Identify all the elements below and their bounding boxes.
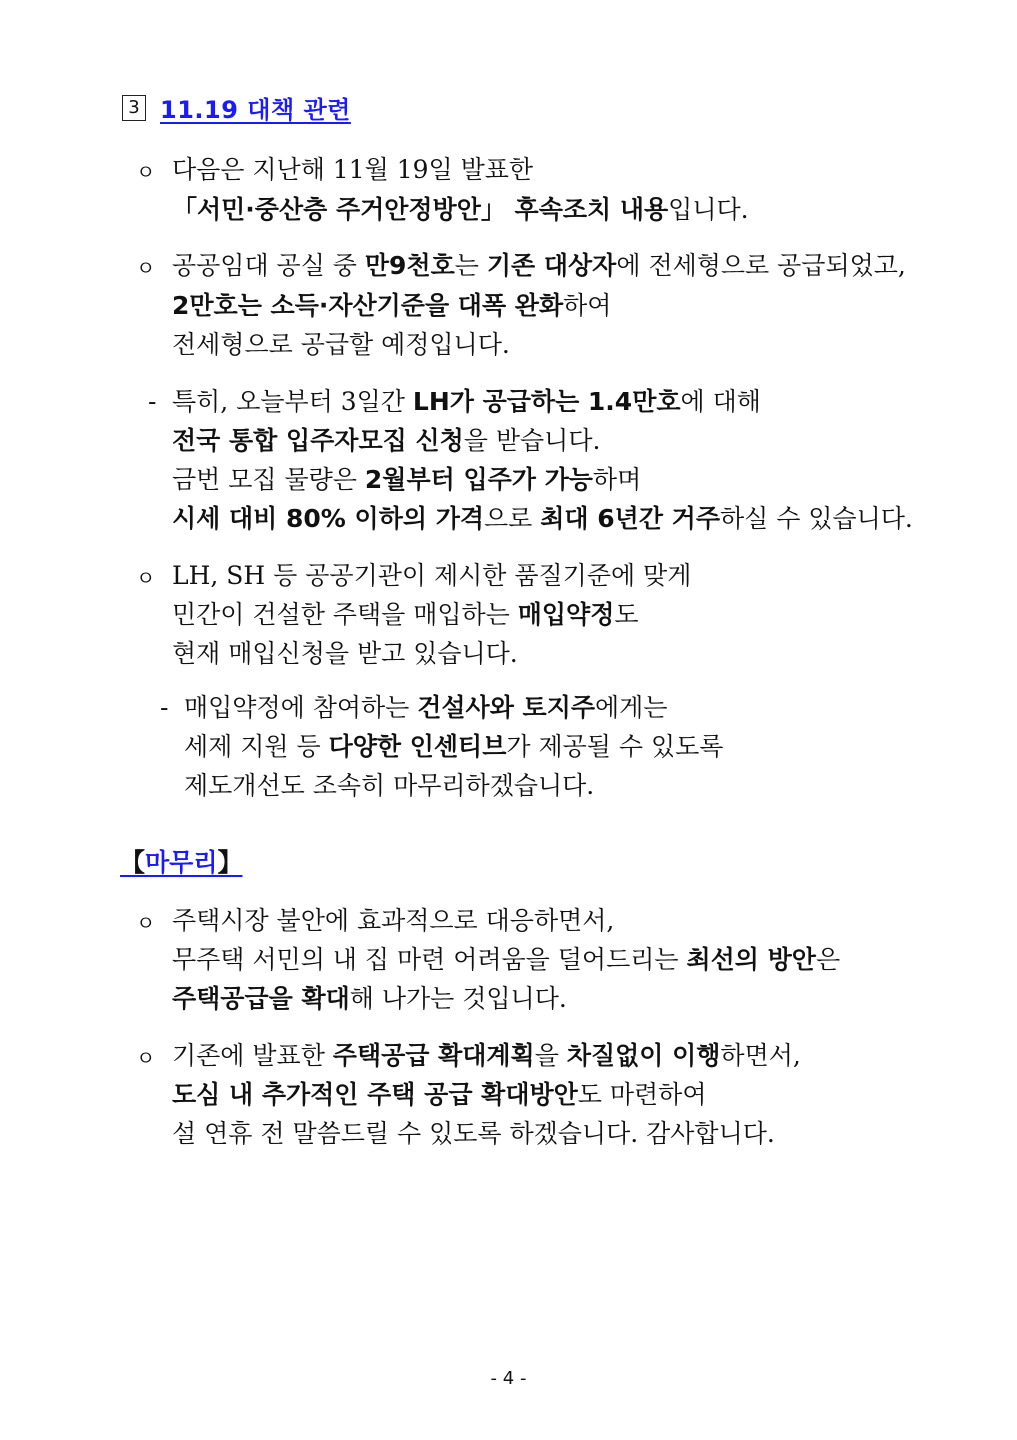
bullet-marker: ㅇ <box>136 160 156 184</box>
dash-marker: - <box>148 387 157 416</box>
section-number-box: 3 <box>122 95 146 121</box>
bullet-marker: ㅇ <box>136 1046 156 1070</box>
d1-line2: 전국 통합 입주자모집 신청을 받습니다. <box>172 426 601 455</box>
bullet-marker: ㅇ <box>136 566 156 590</box>
d1-line3: 금번 모집 물량은 2월부터 입주가 가능하며 <box>172 465 642 494</box>
p5-line1: 기존에 발표한 주택공급 확대계획을 차질없이 이행하면서, <box>172 1041 801 1070</box>
section-heading <box>122 90 351 125</box>
p4-line3: 주택공급을 확대해 나가는 것입니다. <box>172 984 567 1013</box>
p1-line1: 다음은 지난해 11월 19일 발표한 <box>172 155 534 184</box>
p2-line1: 공공임대 공실 중 만9천호는 기존 대상자에 전세형으로 공급되었고, <box>172 251 906 280</box>
section-title: 11.19 대책 관련 <box>160 96 351 124</box>
page-number: - 4 - <box>490 1368 527 1389</box>
p2-line3: 전세형으로 공급할 예정입니다. <box>172 330 510 359</box>
d1-line1: 특히, 오늘부터 3일간 LH가 공급하는 1.4만호에 대해 <box>172 387 761 416</box>
bullet-marker: ㅇ <box>136 256 156 280</box>
closing-heading: 【마무리】 <box>120 848 243 877</box>
bullet-marker: ㅇ <box>136 911 156 935</box>
d2-line3: 제도개선도 조속히 마무리하겠습니다. <box>184 771 595 800</box>
p5-line2: 도심 내 추가적인 주택 공급 확대방안도 마련하여 <box>172 1080 707 1109</box>
d2-line2: 세제 지원 등 다양한 인센티브가 제공될 수 있도록 <box>184 732 724 761</box>
dash-marker: - <box>160 693 169 722</box>
p3-line1: LH, SH 등 공공기관이 제시한 품질기준에 맞게 <box>172 561 692 590</box>
p4-line1: 주택시장 불안에 효과적으로 대응하면서, <box>172 906 615 935</box>
d1-line4: 시세 대비 80% 이하의 가격으로 최대 6년간 거주하실 수 있습니다. <box>172 504 913 533</box>
d2-line1: 매입약정에 참여하는 건설사와 토지주에게는 <box>184 693 668 722</box>
p4-line2: 무주택 서민의 내 집 마련 어려움을 덜어드리는 최선의 방안은 <box>172 945 841 974</box>
p3-line3: 현재 매입신청을 받고 있습니다. <box>172 639 518 668</box>
p5-line3: 설 연휴 전 말씀드릴 수 있도록 하겠습니다. 감사합니다. <box>172 1119 775 1148</box>
p3-line2: 민간이 건설한 주택을 매입하는 매입약정도 <box>172 600 639 629</box>
p1-line2: 「서민·중산층 주거안정방안」 후속조치 내용입니다. <box>172 195 749 224</box>
p2-line2: 2만호는 소득·자산기준을 대폭 완화하여 <box>172 291 612 320</box>
